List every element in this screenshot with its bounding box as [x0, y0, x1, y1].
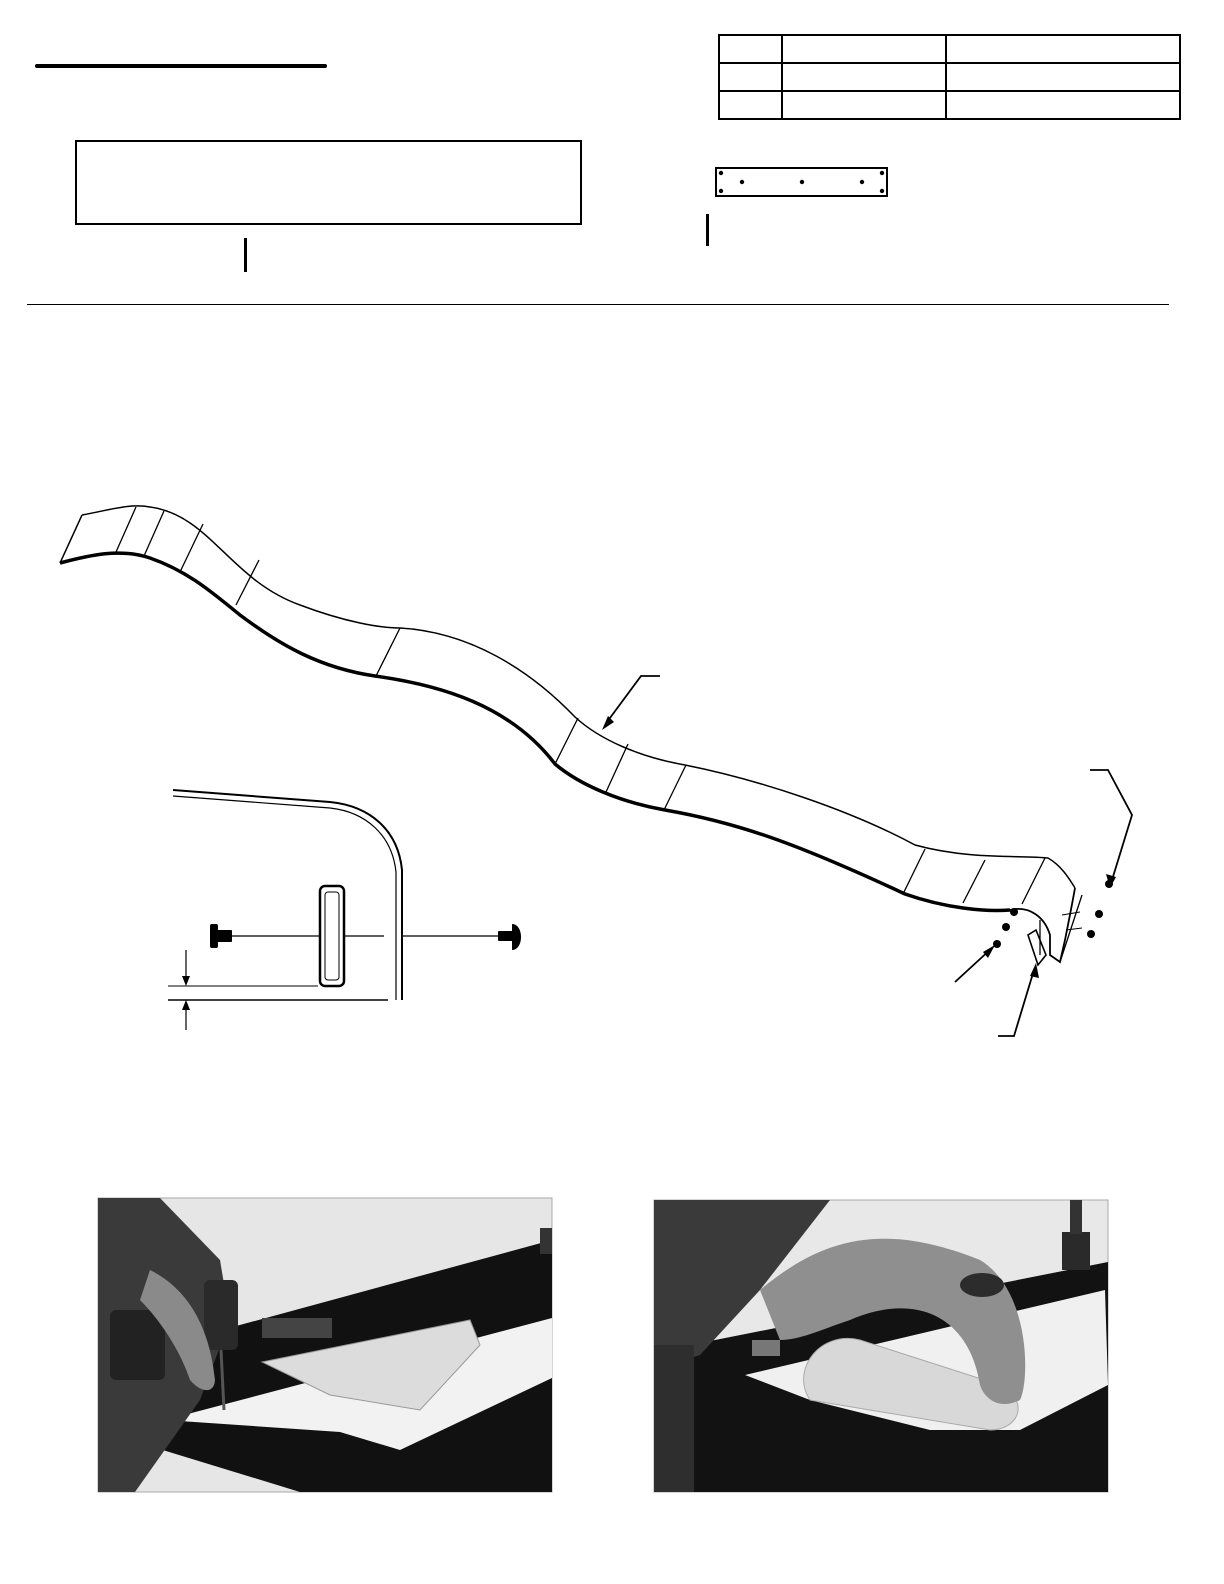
- drilling-photo: [98, 1198, 552, 1492]
- wave-slide: [60, 506, 1082, 965]
- screw-icons: [993, 880, 1113, 948]
- t-nut-icon: [210, 924, 232, 948]
- dimension-arrowheads: [182, 976, 190, 1010]
- callout-lines: [607, 676, 1132, 1036]
- detail-view: [168, 790, 500, 1030]
- bracket-part: [716, 168, 887, 196]
- bolt-head-icon: [498, 924, 521, 950]
- rolling-slide-photo: [654, 1200, 1108, 1492]
